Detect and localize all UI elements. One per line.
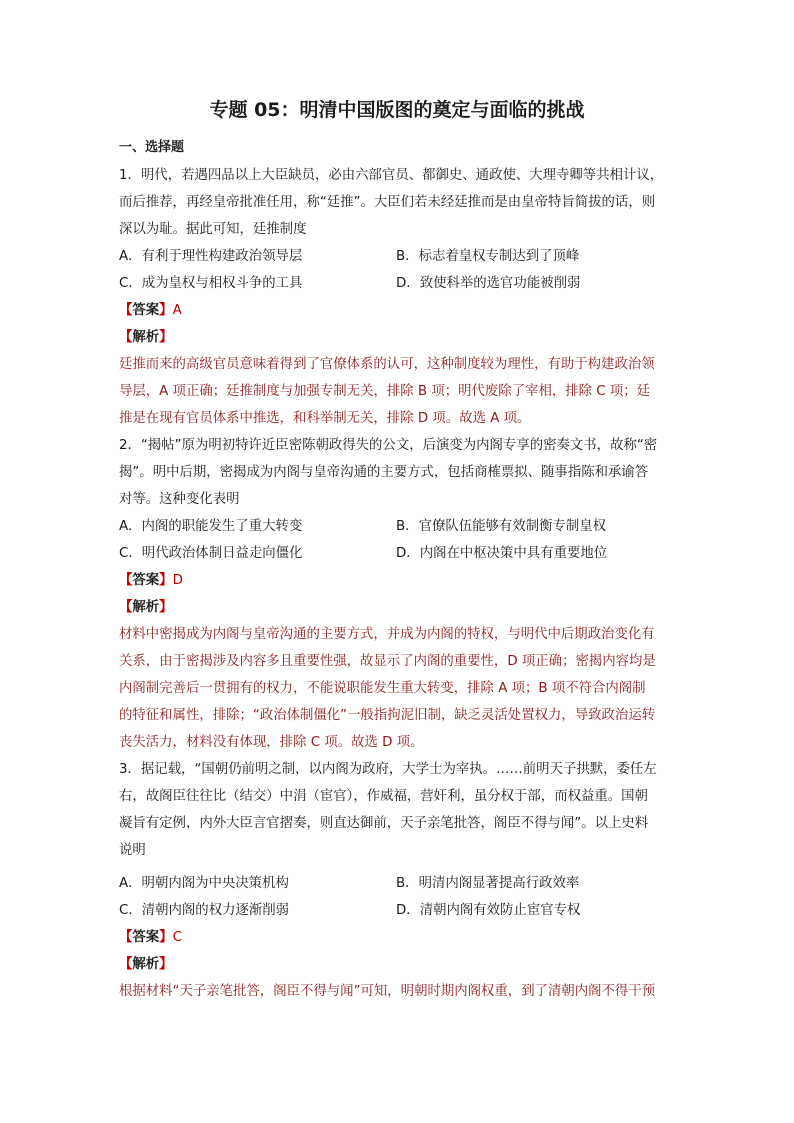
bracket-open: 【 bbox=[119, 573, 133, 588]
stem-line: 而后推荐，再经皇帝批准任用，称“廷推”。大臣们若未经廷推而是由皇帝特旨简拔的话，则 bbox=[119, 195, 656, 210]
question-2-option-c: C．明代政治体制日益走向僵化 bbox=[119, 546, 303, 561]
question-2-answer bbox=[119, 567, 183, 594]
question-2-stem bbox=[119, 432, 679, 513]
section-heading: 一、选择题 bbox=[119, 140, 185, 155]
question-3-stem bbox=[119, 756, 679, 864]
page-title: 专题 05：明清中国版图的奠定与面临的挑战 bbox=[209, 99, 585, 121]
bracket-open: 【 bbox=[119, 303, 133, 318]
stem-line: 1．明代，若遇四品以上大臣缺员，必由六部官员、都御史、通政使、大理寺卿等共相计议， bbox=[119, 168, 664, 183]
bracket-open: 【 bbox=[119, 330, 133, 345]
answer-value: D bbox=[172, 573, 183, 588]
question-1-stem bbox=[119, 162, 679, 243]
analysis-line: 的特征和属性，排除；“政治体制僵化”一般指拘泥旧制，缺乏灵活处置权力，导致政治运转 bbox=[119, 708, 656, 723]
bracket-close: 】 bbox=[159, 303, 173, 318]
question-1-option-a: A．有利于理性构建政治领导层 bbox=[119, 249, 303, 264]
analysis-label: 解析 bbox=[132, 330, 160, 345]
question-3-option-b: B．明清内阁显著提高行政效率 bbox=[396, 876, 580, 891]
stem-line: 2．“揭帖”原为明初特许近臣密陈朝政得失的公文，后演变为内阁专享的密奏文书，故称“密 bbox=[119, 438, 658, 453]
stem-line: 右，故阁臣往往比（结交）中涓（宦官），作威福，营奸利，虽分权于部，而权益重。国朝 bbox=[119, 789, 648, 804]
question-3-option-c: C．清朝内阁的权力逐渐削弱 bbox=[119, 903, 290, 918]
question-1-option-c: C．成为皇权与相权斗争的工具 bbox=[119, 276, 303, 291]
bracket-close: 】 bbox=[159, 930, 173, 945]
question-1-option-b: B．标志着皇权专制达到了顶峰 bbox=[396, 249, 580, 264]
bracket-close: 】 bbox=[159, 957, 173, 972]
question-2-option-b: B．官僚队伍能够有效制衡专制皇权 bbox=[396, 519, 607, 534]
question-3-analysis-label bbox=[119, 951, 173, 978]
answer-label: 答案 bbox=[132, 303, 160, 318]
analysis-line: 导层，A 项正确；廷推制度与加强专制无关，排除 B 项；明代废除了宰相，排除 C 项；廷 bbox=[119, 384, 651, 399]
analysis-label: 解析 bbox=[132, 957, 160, 972]
bracket-open: 【 bbox=[119, 600, 133, 615]
question-2-analysis bbox=[119, 621, 679, 756]
question-1-answer bbox=[119, 297, 182, 324]
analysis-line: 内阁制完善后一贯拥有的权力，不能说职能发生重大转变，排除 A 项；B 项不符合内阁制 bbox=[119, 681, 646, 696]
analysis-line: 推是在现有官员体系中推选，和科举制无关，排除 D 项。故选 A 项。 bbox=[119, 411, 531, 426]
bracket-open: 【 bbox=[119, 957, 133, 972]
analysis-label: 解析 bbox=[132, 600, 160, 615]
bracket-close: 】 bbox=[159, 330, 173, 345]
stem-line: 说明 bbox=[119, 843, 146, 858]
question-2-option-a: A．内阁的职能发生了重大转变 bbox=[119, 519, 303, 534]
analysis-line: 材料中密揭成为内阁与皇帝沟通的主要方式，并成为内阁的特权，与明代中后期政治变化有 bbox=[119, 627, 655, 642]
question-3-option-d: D．清朝内阁有效防止宦官专权 bbox=[396, 903, 581, 918]
bracket-close: 】 bbox=[159, 573, 173, 588]
question-3-answer bbox=[119, 924, 182, 951]
analysis-line: 根据材料“天子亲笔批答，阁臣不得与闻”可知，明朝时期内阁权重，到了清朝内阁不得干预 bbox=[119, 984, 656, 999]
answer-value: C bbox=[172, 930, 182, 945]
answer-label: 答案 bbox=[132, 930, 160, 945]
answer-label: 答案 bbox=[132, 573, 160, 588]
analysis-line: 丧失活力，材料没有体现，排除 C 项。故选 D 项。 bbox=[119, 735, 424, 750]
question-1-analysis bbox=[119, 351, 679, 432]
stem-line: 3．据记载，“国朝仍前明之制，以内阁为政府，大学士为宰执。……前明天子拱默，委任左 bbox=[119, 762, 657, 777]
stem-line: 凝旨有定例，内外大臣言官摺奏，则直达御前，天子亲笔批答，阁臣不得与闻”。以上史料 bbox=[119, 816, 649, 831]
question-1-option-d: D．致使科举的选官功能被削弱 bbox=[396, 276, 581, 291]
answer-value: A bbox=[172, 303, 182, 318]
question-2-analysis-label bbox=[119, 594, 173, 621]
bracket-close: 】 bbox=[159, 600, 173, 615]
question-3-option-a: A．明朝内阁为中央决策机构 bbox=[119, 876, 289, 891]
analysis-line: 廷推而来的高级官员意味着得到了官僚体系的认可，这种制度较为理性，有助于构建政治领 bbox=[119, 357, 655, 372]
analysis-line: 关系，由于密揭涉及内容多且重要性强，故显示了内阁的重要性，D 项正确；密揭内容均是 bbox=[119, 654, 656, 669]
question-2-option-d: D．内阁在中枢决策中具有重要地位 bbox=[396, 546, 608, 561]
stem-line: 对等。这种变化表明 bbox=[119, 492, 240, 507]
question-1-analysis-label bbox=[119, 324, 173, 351]
question-3-analysis bbox=[119, 978, 679, 1005]
stem-line: 深以为耻。据此可知，廷推制度 bbox=[119, 222, 307, 237]
stem-line: 揭”。明中后期，密揭成为内阁与皇帝沟通的主要方式，包括商榷票拟、随事指陈和承谕答 bbox=[119, 465, 649, 480]
bracket-open: 【 bbox=[119, 930, 133, 945]
